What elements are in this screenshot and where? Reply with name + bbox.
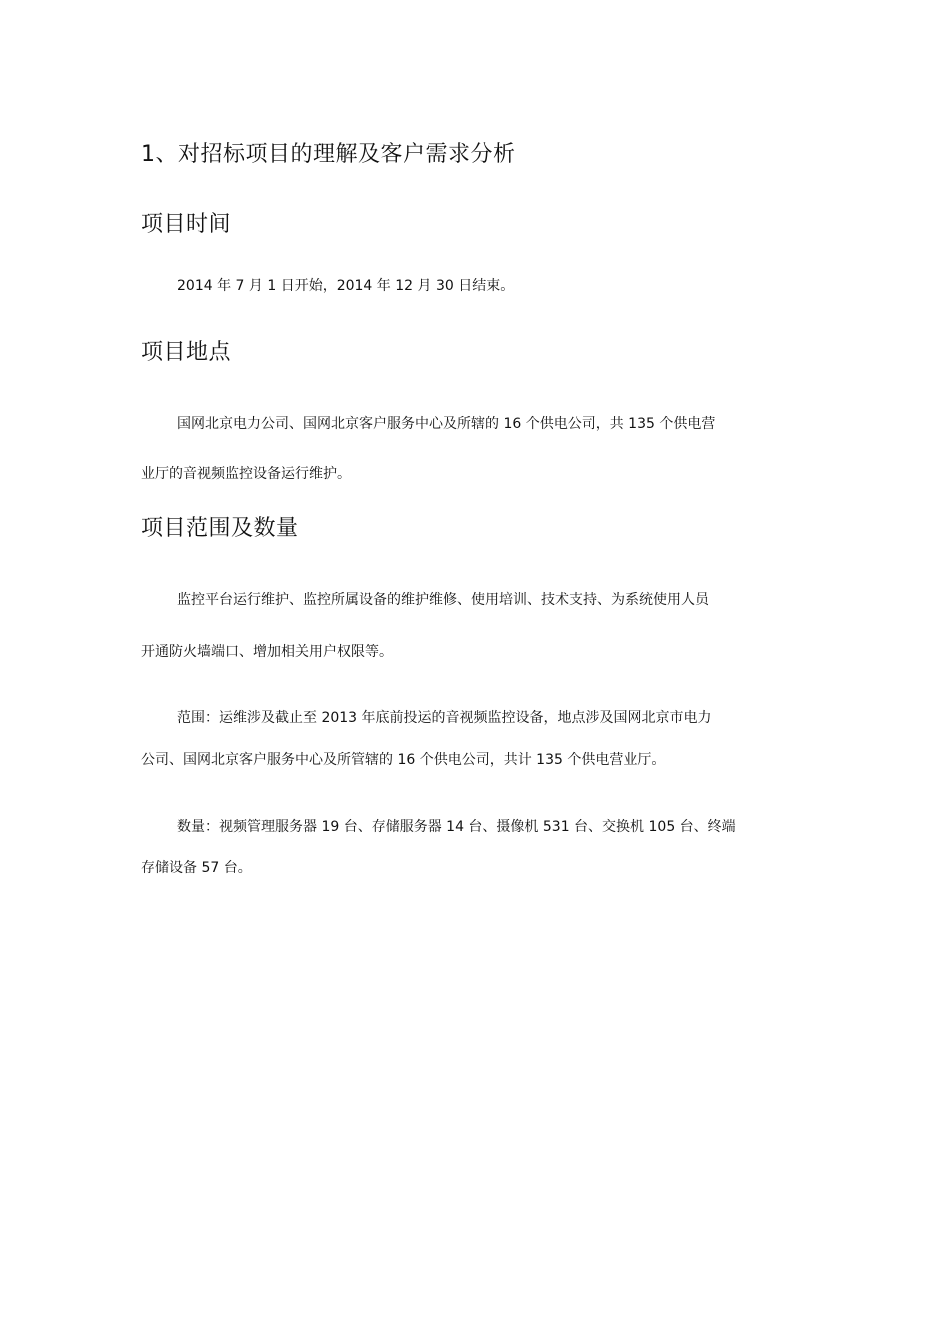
range-paragraph-line-2: 公司、国网北京客户服务中心及所管辖的 16 个供电公司，共计 135 个供电营业厅。 — [141, 752, 666, 768]
scope-paragraph-line-1: 监控平台运行维护、监控所属设备的维护维修、使用培训、技术支持、为系统使用人员 — [177, 592, 709, 608]
main-heading: 1、对招标项目的理解及客户需求分析 — [141, 142, 516, 167]
location-paragraph-line-1: 国网北京电力公司、国网北京客户服务中心及所辖的 16 个供电公司，共 135 个供电营 — [177, 416, 716, 432]
time-paragraph: 2014 年 7 月 1 日开始，2014 年 12 月 30 日结束。 — [177, 278, 515, 294]
quantity-paragraph-line-2: 存储设备 57 台。 — [141, 860, 252, 876]
scope-paragraph-line-2: 开通防火墙端口、增加相关用户权限等。 — [141, 644, 393, 660]
quantity-paragraph-line-1: 数量：视频管理服务器 19 台、存储服务器 14 台、摄像机 531 台、交换机 105 台、终端 — [177, 819, 736, 835]
location-paragraph-line-2: 业厅的音视频监控设备运行维护。 — [141, 466, 351, 482]
section-heading-scope: 项目范围及数量 — [141, 516, 299, 541]
range-paragraph-line-1: 范围：运维涉及截止至 2013 年底前投运的音视频监控设备，地点涉及国网北京市电力 — [177, 710, 712, 726]
section-heading-location: 项目地点 — [141, 340, 232, 365]
section-heading-time: 项目时间 — [141, 212, 232, 237]
